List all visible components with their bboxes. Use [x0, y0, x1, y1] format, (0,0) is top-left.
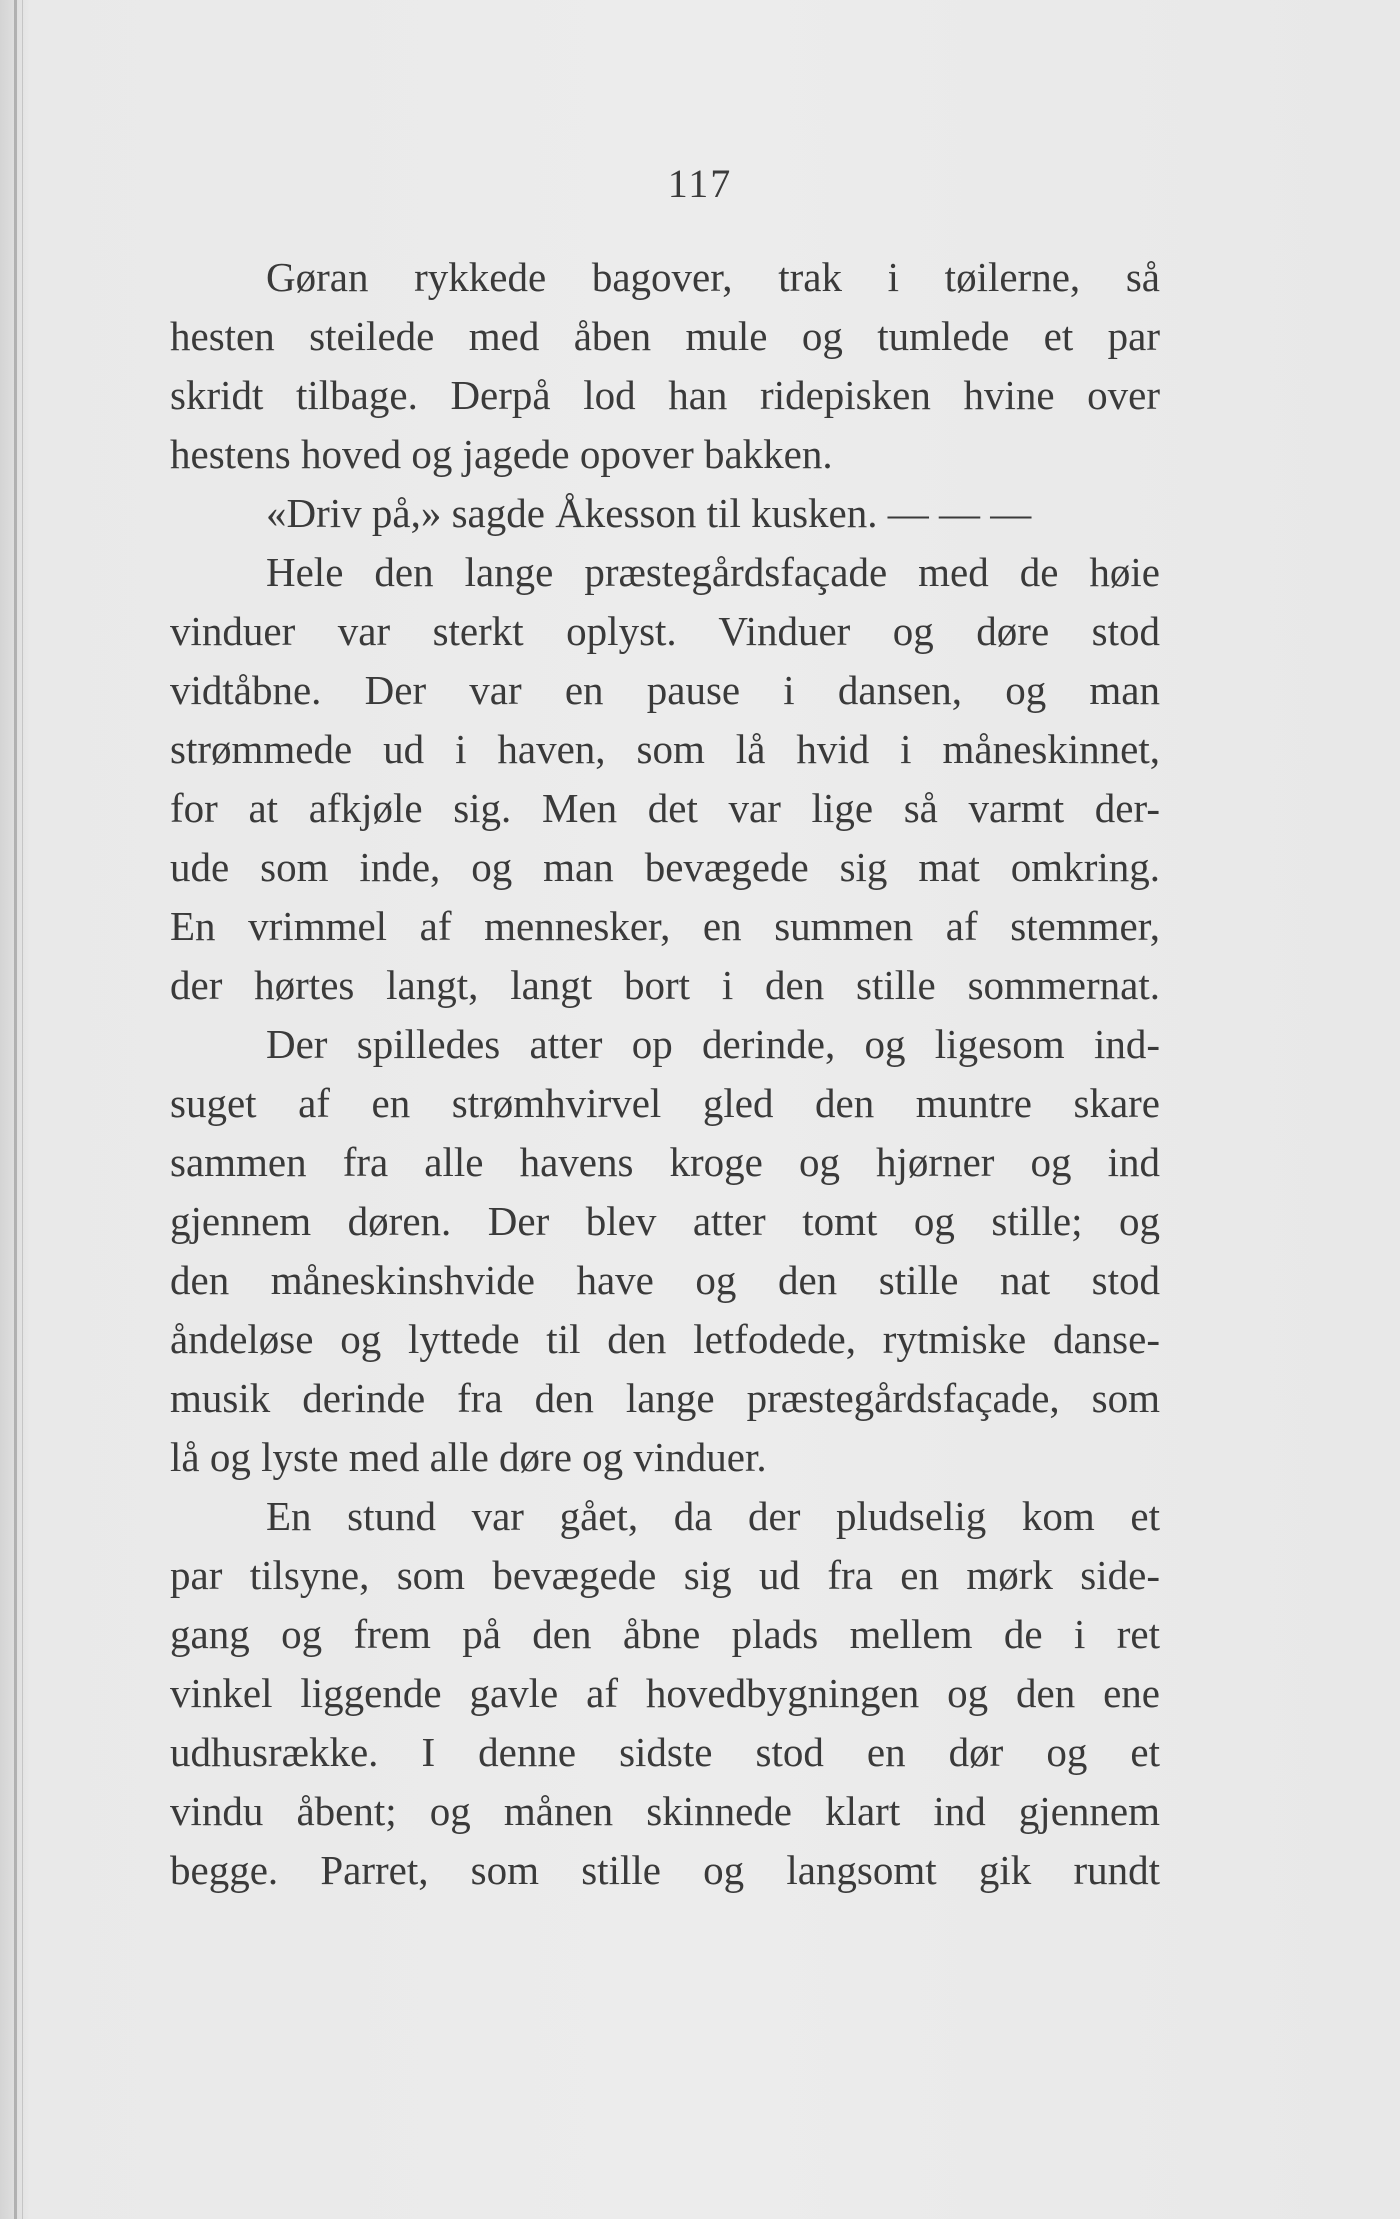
- text-line: En stund var gået, da der pludselig kom et: [266, 1493, 1160, 1539]
- text-line: Gøran rykkede bagover, trak i tøilerne, så: [266, 254, 1160, 300]
- text-line: gjennem døren. Der blev atter tomt og stille; og: [170, 1198, 1160, 1244]
- text-line: Der spilledes atter op derinde, og ligesom ind-: [266, 1021, 1160, 1067]
- text-line: begge. Parret, som stille og langsomt gik rundt: [170, 1847, 1160, 1893]
- text-line: gang og frem på den åbne plads mellem de i ret: [170, 1611, 1160, 1657]
- text-line: suget af en strømhvirvel gled den muntre skare: [170, 1080, 1160, 1126]
- text-line: åndeløse og lyttede til den letfodede, rytmiske danse-: [170, 1316, 1160, 1362]
- text-line: sammen fra alle havens kroge og hjørner og ind: [170, 1139, 1160, 1185]
- text-line: hesten steilede med åben mule og tumlede et par: [170, 313, 1160, 359]
- text-line: vidtåbne. Der var en pause i dansen, og man: [170, 667, 1160, 713]
- text-line: vindu åbent; og månen skinnede klart ind gjennem: [170, 1788, 1160, 1834]
- text-line: for at afkjøle sig. Men det var lige så varmt der-: [170, 785, 1160, 831]
- text-line: lå og lyste med alle døre og vinduer.: [170, 1434, 767, 1480]
- text-line: ude som inde, og man bevægede sig mat omkring.: [170, 844, 1160, 890]
- text-line: En vrimmel af mennesker, en summen af stemmer,: [170, 903, 1160, 949]
- text-line: den måneskinshvide have og den stille nat stod: [170, 1257, 1160, 1303]
- text-line: musik derinde fra den lange præstegårdsfaçade, som: [170, 1375, 1160, 1421]
- text-line: vinduer var sterkt oplyst. Vinduer og døre stod: [170, 608, 1160, 654]
- text-line: strømmede ud i haven, som lå hvid i måneskinnet,: [170, 726, 1160, 772]
- text-line: udhusrække. I denne sidste stod en dør og et: [170, 1729, 1160, 1775]
- page-binding-edge: [14, 0, 17, 2219]
- text-line: der hørtes langt, langt bort i den stille sommernat.: [170, 962, 1160, 1008]
- page-number: 117: [667, 161, 733, 206]
- text-line: Hele den lange præstegårdsfaçade med de høie: [266, 549, 1160, 595]
- body-text: [170, 248, 1160, 1900]
- page-binding-shadow: [22, 0, 23, 2219]
- text-line: vinkel liggende gavle af hovedbygningen og den ene: [170, 1670, 1160, 1716]
- text-line: par tilsyne, som bevægede sig ud fra en mørk side-: [170, 1552, 1160, 1598]
- text-line: hestens hoved og jagede opover bakken.: [170, 431, 833, 477]
- text-line: «Driv på,» sagde Åkesson til kusken. — — —: [266, 490, 1032, 536]
- text-line: skridt tilbage. Derpå lod han ridepisken hvine over: [170, 372, 1160, 418]
